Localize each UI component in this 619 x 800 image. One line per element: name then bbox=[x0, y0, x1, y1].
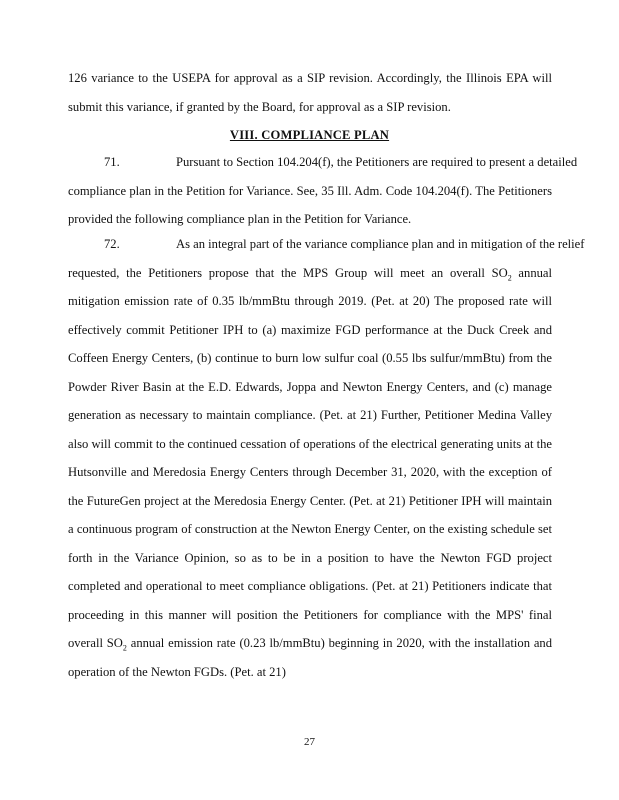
intro-line-2: submit this variance, if granted by the Board, for approval as a SIP revision. bbox=[68, 99, 451, 114]
section-heading: VIII. COMPLIANCE PLAN bbox=[229, 128, 390, 142]
paragraph-72-line-9: Hutsonville and Meredosia Energy Centers through December 31, 2020, with the exception of bbox=[68, 465, 552, 479]
paragraph-71-line-3: provided the following compliance plan in the Petition for Variance. bbox=[68, 212, 412, 226]
paragraph-72-line-11: a continuous program of construction at the Newton Energy Center, on the existing schedule set bbox=[68, 522, 552, 536]
paragraph-72-line-5: Coffeen Energy Centers, (b) continue to burn low sulfur coal (0.55 lbs sulfur/mmBtu) from the bbox=[68, 351, 552, 365]
paragraph-72-line-12: forth in the Variance Opinion, so as to be in a position to have the Newton FGD project bbox=[68, 550, 552, 565]
paragraph-72-text-1: As an integral part of the variance compliance plan and in mitigation of the relief bbox=[176, 237, 585, 251]
paragraph-71 bbox=[68, 148, 578, 234]
page-number: 27 bbox=[304, 736, 315, 748]
paragraph-71-number: 71. bbox=[104, 155, 120, 169]
paragraph-72 bbox=[68, 230, 585, 686]
paragraph-71-line-2: compliance plan in the Petition for Variance. See, 35 Ill. Adm. Code 104.204(f). The Petitioners bbox=[68, 183, 552, 198]
paragraph-72-line-2-b: annual bbox=[511, 265, 552, 280]
paragraph-72-line-8: also will commit to the continued cessation of operations of the electrical generating units at the bbox=[68, 436, 552, 451]
paragraph-72-line-2 bbox=[68, 259, 552, 288]
paragraph-72-number: 72. bbox=[104, 237, 120, 251]
intro-paragraph bbox=[68, 64, 552, 121]
intro-line-1: 126 variance to the USEPA for approval as a SIP revision. Accordingly, the Illinois EPA will bbox=[68, 71, 552, 85]
paragraph-72-line-16: operation of the Newton FGDs. (Pet. at 21) bbox=[68, 664, 286, 679]
paragraph-72-line-6: Powder River Basin at the E.D. Edwards, Joppa and Newton Energy Centers, and (c) manage bbox=[68, 379, 552, 394]
paragraph-72-line-15 bbox=[68, 629, 552, 658]
paragraph-71-line-1 bbox=[68, 148, 578, 177]
paragraph-72-line-7: generation as necessary to maintain compliance. (Pet. at 21) Further, Petitioner Medina Valley bbox=[68, 408, 552, 422]
so2-subscript: 2 bbox=[507, 273, 512, 283]
paragraph-72-line-13: completed and operational to meet compliance obligations. (Pet. at 21) Petitioners indicate that bbox=[68, 579, 552, 593]
paragraph-72-line-10: the FutureGen project at the Meredosia Energy Center. (Pet. at 21) Petitioner IPH will maintain bbox=[68, 493, 552, 508]
paragraph-72-line-15-a: overall SO bbox=[68, 636, 123, 650]
paragraph-72-line-1 bbox=[68, 230, 585, 259]
paragraph-72-line-4: effectively commit Petitioner IPH to (a) maximize FGD performance at the Duck Creek and bbox=[68, 322, 552, 337]
paragraph-72-line-14: proceeding in this manner will position the Petitioners for compliance with the MPS' final bbox=[68, 607, 552, 622]
paragraph-72-line-2-a: requested, the Petitioners propose that the MPS Group will meet an overall SO bbox=[68, 265, 508, 280]
paragraph-72-line-3: mitigation emission rate of 0.35 lb/mmBtu through 2019. (Pet. at 20) The proposed rate will bbox=[68, 294, 552, 308]
paragraph-72-line-15-b: annual emission rate (0.23 lb/mmBtu) beginning in 2020, with the installation and bbox=[126, 636, 553, 650]
paragraph-71-text-1: Pursuant to Section 104.204(f), the Petitioners are required to present a detailed bbox=[176, 155, 578, 169]
so2-subscript-2: 2 bbox=[122, 643, 127, 653]
